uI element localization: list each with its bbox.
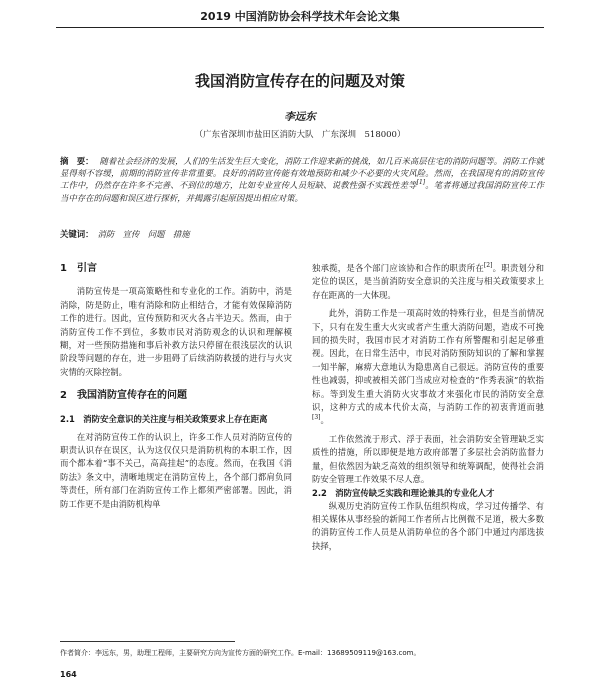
subsection-2-2-heading: 2.2 消防宣传缺乏实践和理论兼具的专业化人才: [312, 487, 495, 498]
paragraph-2: [312, 307, 544, 428]
section-2-heading: 2 我国消防宣传存在的问题: [60, 390, 187, 402]
running-head: 2019 中国消防协会科学技术年会论文集: [200, 10, 400, 23]
abstract-tail: 。笔者将通过我国消防宣传工作当中存在的问题和误区进行探析，并揭露引起原因提出相应对策。: [60, 180, 544, 203]
continued-tail: 。职责划分和定位的误区，是当前消防安全意识的关注度与相关政策要求上存在距离的一大体现。: [312, 263, 544, 300]
continued-text: 独承揽，是各个部门应该协和合作的职责所在: [312, 263, 484, 273]
author-name: 李远东: [284, 111, 316, 123]
page-number: 164: [60, 670, 77, 679]
section-1-heading: 1 引言: [60, 263, 97, 274]
abstract-text: 随着社会经济的发展，人们的生活发生巨大变化，消防工作迎来新的挑战，如几百米高层住宅的消防问题等。消防工作就显得刻不容缓，前期的消防宣传非常重要。良好的消防宣传能有效地预防和减少不必要的火灾风险。然而，在我国现有的消防宣传工作中，仍然存在许多不完善、不到位的地方，比如专业宣传人员短缺、说教性强不实践性差等: [60, 156, 544, 191]
abstract-citation: [1]: [416, 179, 426, 187]
author-footnote: 作者简介：李远东，男，助理工程师，主要研究方向为宣传方面的研究工作。E-mail：13689509119@163.com。: [60, 649, 421, 657]
header-rule: [56, 27, 544, 28]
keywords: [60, 228, 544, 240]
citation-3: [3]: [312, 414, 321, 422]
subsection-2-2-paragraph: 纵观历史消防宣传工作队伍组织构成，学习过传播学、有相关媒体从事经验的新闻工作者所占比例微不足道，极大多数的消防宣传工作人员是从消防单位的各个部门中通过内部选拔抉择，: [312, 500, 544, 551]
footnote-rule: [60, 641, 235, 642]
paragraph-2-text: 此外，消防工作是一项高时效的特殊行业，但是当前情况下，只有在发生重大火灾或者产生重大消防问题，造成不可挽回的损失时，我国市民才对消防工作有所警醒和引起足够重视。因此，在日常生活中，市民对消防预防知识的了解和掌握一知半解，麻痹大意地认为隐患离自己很远。消防宣传的重要性也减弱，抑或被相关部门当成应对检查的“作秀表演”的软指标。等到发生重大消防火灾事故才来强化市民的消防安全意识，这种方式的成本代价太高，与消防工作的初衷背道而驰: [312, 308, 544, 413]
section-1-paragraph: 消防宣传是一项高策略性和专业化的工作。消防中，消是消除，防是防止，唯有消除和防止相结合，才能有效保障消防工作的进行。因此，宣传预防和灭火各占半边天。然而，由于消防宣传工作不到位，多数市民对消防观念的认识和理解模糊，对一些预防措施和事后补救方法只停留在很浅层次的认识阶段等问题的存在，进一步阻碍了后续消防救援的进行与火灾灾情的灭除控制。: [60, 286, 292, 377]
subsection-2-1-paragraph: 在对消防宣传工作的认识上，许多工作人员对消防宣传的职责认识存在误区，认为这仅仅只是消防机构的本职工作，因而个都本着“事不关己，高高挂起”的态度。然而，在我国《消防法》条文中，清晰地规定在消防宣传上，各个部门都肩负同等责任，所有部门在消防宣传工作上都须严密部署。因此，消防工作更不是由消防机构单: [60, 431, 292, 509]
abstract-label: 摘 要：: [60, 156, 94, 166]
subsection-2-1-heading: 2.1 消防安全意识的关注度与相关政策要求上存在距离: [60, 413, 268, 424]
continued-paragraph: [312, 262, 544, 302]
paragraph-2-tail: 。: [320, 415, 329, 426]
abstract: [60, 155, 544, 204]
article-title: 我国消防宣传存在的问题及对策: [194, 72, 405, 90]
citation-2: [2]: [483, 262, 493, 270]
author-affiliation: （广东省深圳市盐田区消防大队 广东深圳 518000）: [194, 130, 406, 140]
keywords-list: 消防 宣传 问题 措施: [97, 229, 190, 239]
paragraph-3: 工作依然流于形式、浮于表面，社会消防安全管理缺乏实质性的措施，所以即便是地方政府部署了多层社会消防监督力量，但依然因为缺乏高效的组织领导和统筹调配，使得社会消防安全管理工作效果不尽人意。: [312, 433, 544, 485]
left-column: [60, 262, 292, 511]
keywords-label: 关键词：: [60, 229, 94, 239]
right-column: [312, 262, 544, 553]
